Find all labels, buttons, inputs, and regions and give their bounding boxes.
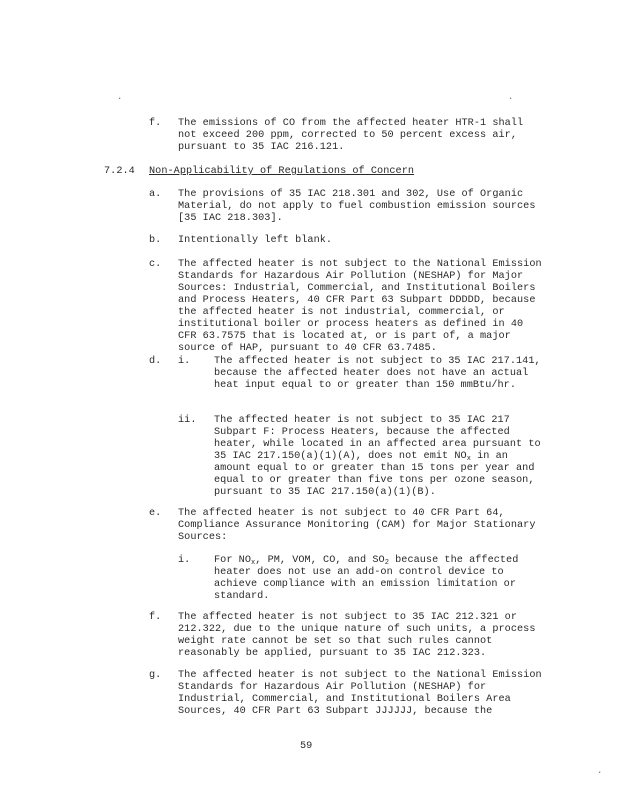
item-line: The affected heater is not subject to 35 IAC 217	[214, 415, 510, 426]
item-line: because the affected heater does not have an actual	[214, 368, 529, 379]
item-line: Standards for Hazardous Air Pollution (NESHAP) for Major	[178, 271, 524, 282]
item-label: b.	[149, 235, 162, 246]
item-line: 35 IAC 217.150(a)(1)(A), does not emit $NO_x$ in an	[214, 451, 508, 463]
item-line: Sources:	[178, 532, 228, 543]
subitem-label: i.	[178, 555, 191, 566]
item-line: standard.	[214, 591, 270, 602]
page-number: 59	[300, 741, 313, 752]
item-line: pursuant to 35 IAC 216.121.	[178, 142, 345, 153]
item-line: heater, while located in an affected area pursuant to	[214, 439, 541, 450]
item-line: Sources: Industrial, Commercial, and Institutional Boilers	[178, 283, 536, 294]
item-line: Intentionally left blank.	[178, 235, 333, 246]
section-title: Non-Applicability of Regulations of Concern	[149, 166, 415, 177]
item-line: institutional boiler or process heaters as defined in 40	[178, 319, 524, 330]
item-line: 212.322, due to the unique nature of such units, a process	[178, 624, 536, 635]
item-line: amount equal to or greater than 15 tons per year and	[214, 463, 535, 474]
scan-mark: .	[597, 766, 603, 776]
scan-mark: .	[117, 92, 123, 102]
item-line: Material, do not apply to fuel combustion emission sources	[178, 201, 536, 212]
item-line: The emissions of CO from the affected heater HTR-1 shall	[178, 118, 524, 129]
section-number: 7.2.4	[104, 166, 135, 177]
item-line: The affected heater is not subject to 35 IAC 217.141,	[214, 356, 541, 367]
item-line: equal to or greater than five tons per ozone season,	[214, 475, 535, 486]
item-label: g.	[149, 670, 162, 681]
item-line: Standards for Hazardous Air Pollution (NESHAP) for	[178, 682, 487, 693]
item-line: The affected heater is not subject to 35 IAC 212.321 or	[178, 612, 517, 623]
item-line: The affected heater is not subject to 40 CFR Part 64,	[178, 508, 505, 519]
item-line: The affected heater is not subject to the National Emission	[178, 670, 542, 681]
item-line: source of HAP, pursuant to 40 CFR 63.7485.	[178, 343, 437, 354]
item-line: not exceed 200 ppm, corrected to 50 percent excess air,	[178, 130, 517, 141]
item-line: achieve compliance with an emission limitation or	[214, 579, 517, 590]
subitem-label: i.	[178, 356, 191, 367]
item-line: Compliance Assurance Monitoring (CAM) for Major Stationary	[178, 520, 536, 531]
item-line: weight rate cannot be set so that such rules cannot	[178, 636, 493, 647]
item-label: f.	[149, 118, 162, 129]
item-label: f.	[149, 612, 162, 623]
item-label: a.	[149, 189, 162, 200]
item-line: and Process Heaters, 40 CFR Part 63 Subpart DDDDD, because	[178, 295, 536, 306]
item-line: For $NO_x$, PM, VOM, CO, and $SO_2$ because the affected	[214, 555, 519, 567]
item-line: reasonably be applied, pursuant to 35 IAC 212.323.	[178, 648, 487, 659]
item-line: heat input equal to or greater than 150 mmBtu/hr.	[214, 380, 517, 391]
subitem-label: ii.	[178, 415, 197, 426]
item-label: d.	[149, 356, 162, 367]
item-line: Sources, 40 CFR Part 63 Subpart JJJJJJ, because the	[178, 706, 493, 717]
item-line: Subpart F: Process Heaters, because the affected	[214, 427, 510, 438]
item-line: heater does not use an add-on control device to	[214, 567, 504, 578]
item-line: the affected heater is not industrial, commercial, or	[178, 307, 505, 318]
item-line: The provisions of 35 IAC 218.301 and 302, Use of Organic	[178, 189, 524, 200]
item-label: e.	[149, 508, 162, 519]
scan-mark: .	[508, 92, 514, 102]
item-line: [35 IAC 218.303].	[178, 213, 283, 224]
item-label: c.	[149, 259, 162, 270]
item-line: The affected heater is not subject to the National Emission	[178, 259, 542, 270]
item-line: CFR 63.7575 that is located at, or is part of, a major	[178, 331, 511, 342]
item-line: Industrial, Commercial, and Institutional Boilers Area	[178, 694, 511, 705]
item-line: pursuant to 35 IAC 217.150(a)(1)(B).	[214, 487, 436, 498]
